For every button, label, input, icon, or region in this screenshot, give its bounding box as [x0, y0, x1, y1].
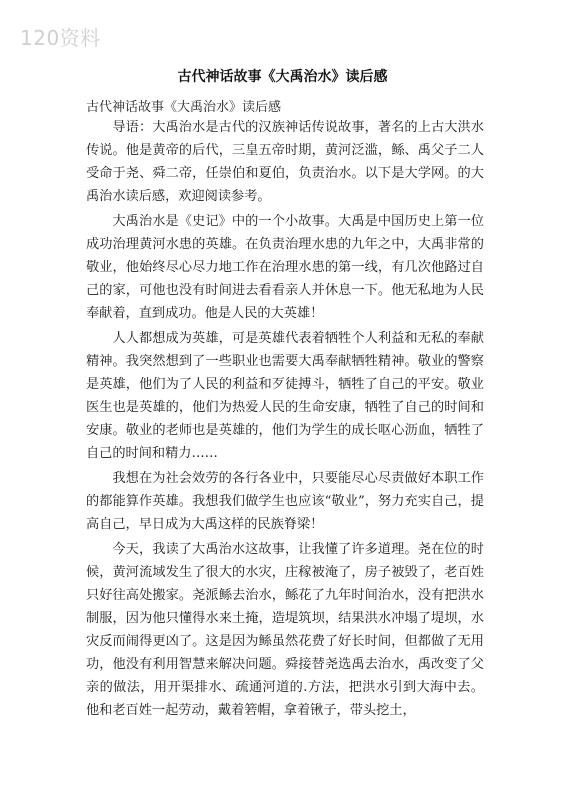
watermark-logo: 120资料	[20, 26, 101, 50]
paragraph: 大禹治水是《史记》中的一个小故事。大禹是中国历史上第一位成功治理黄河水患的英雄。在负责治理水患的九年之中，大禹非常的敬业，他始终尽心尽力地工作在治理水患的第一线，有几次他路过自己的家，可他也没有时间进去看看亲人并休息一下。他无私地为人民奉献着，直到成功。他是人民的大英雄！	[86, 214, 484, 321]
page-title: 古代神话故事《大禹治水》读后感	[177, 69, 388, 85]
paragraph: 我想在为社会效劳的各行各业中，只要能尽心尽责做好本职工作的都能算作英雄。我想我们做学生也应该“敬业”，努力充实自己，提高自己，早日成为大禹这样的民族脊梁！	[86, 471, 484, 532]
paragraph: 今天，我读了大禹治水这故事，让我懂了许多道理。尧在位的时候，黄河流域发生了很大的水灾，庄稼被淹了，房子被毁了，老百姓只好往高处搬家。尧派鲧去治水，鲧花了九年时间治水，没有把洪水制服，因为他只懂得水来土掩，造堤筑坝，结果洪水冲塌了堤坝，水灾反而闹得更凶了。这是因为鲧虽然花费了好长时间，但都做了无用功，他没有利用智慧来解决问题。舜接替尧选禹去治水，禹改变了父亲的做法，用开渠排水、疏通河道的.方法，把洪水引到大海中去。他和老百姓一起劳动，戴着箬帽，拿着锹子，带头挖土，	[86, 542, 484, 718]
paragraph-intro: 导语：大禹治水是古代的汉族神话传说故事，著名的上古大洪水传说。他是黄帝的后代，三皇五帝时期，黄河泛滥，鲧、禹父子二人受命于尧、舜二帝，任崇伯和夏伯，负责治水。以下是大学网。的大禹治水读后感，欢迎阅读参考。	[86, 120, 484, 204]
page-subtitle: 古代神话故事《大禹治水》读后感	[86, 100, 282, 115]
paragraph: 人人都想成为英雄，可是英雄代表着牺牲个人利益和无私的奉献精神。我突然想到了一些职业也需要大禹奉献牺牲精神。敬业的警察是英雄，他们为了人民的利益和歹徒搏斗，牺牲了自己的平安。敬业医生也是英雄的，他们为热爱人民的生命安康，牺牲了自己的时间和安康。敬业的老师也是英雄的，他们为学生的成长呕心沥血，牺牲了自己的时间和精力……	[86, 331, 484, 461]
article-body	[86, 116, 484, 724]
